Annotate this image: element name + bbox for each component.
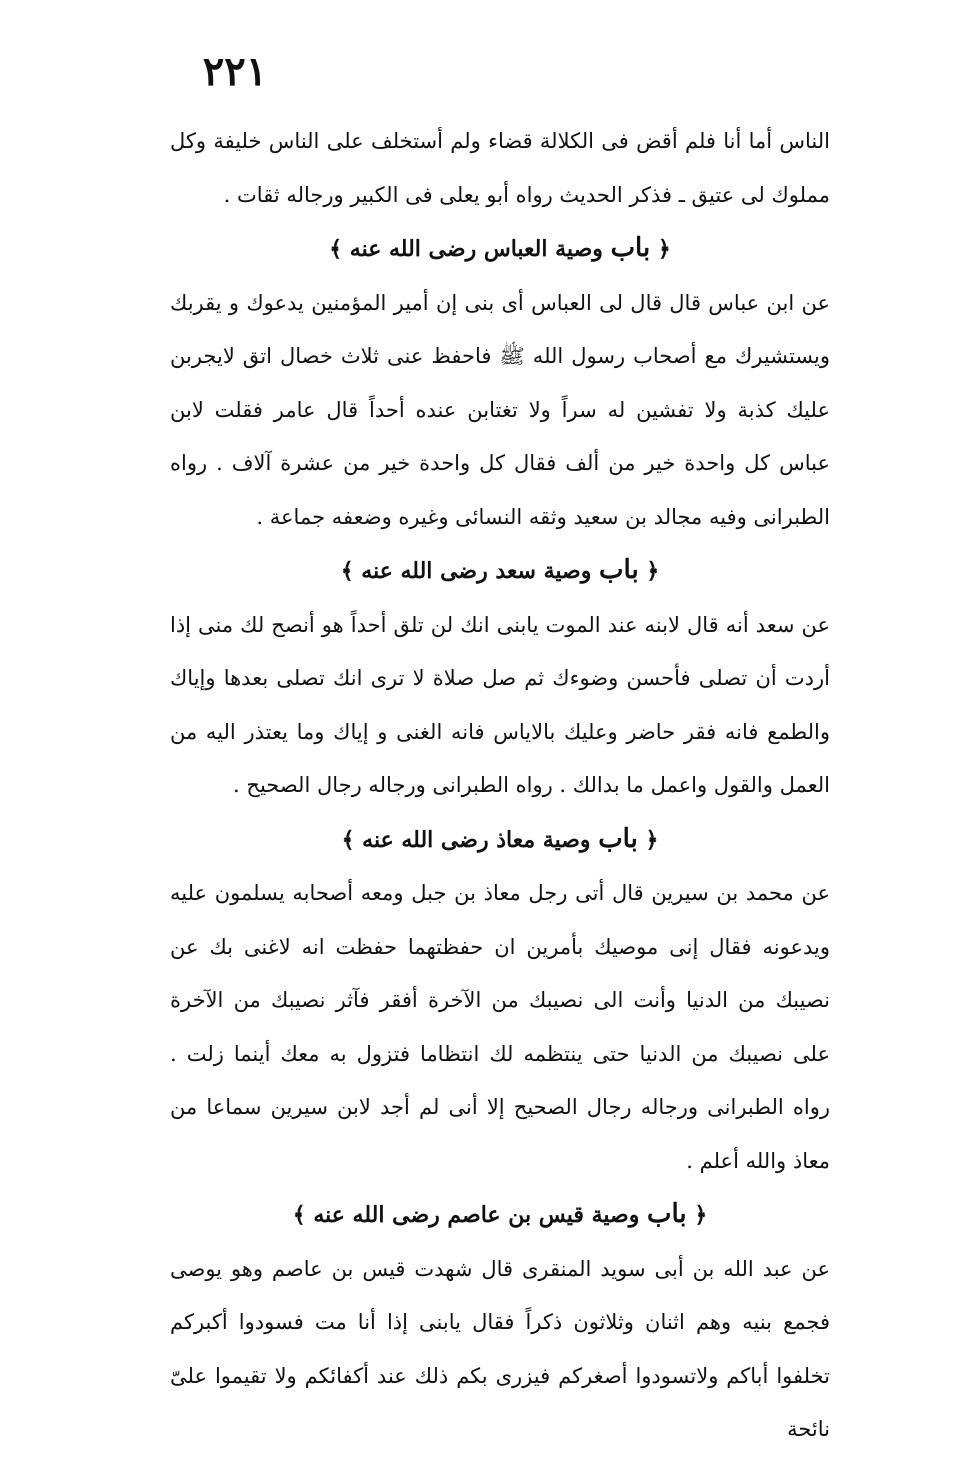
paragraph: عن ابن عباس قال قال لى العباس أى بنى إن أمير المؤمنين يدعوك و يقربك ويستشيرك مع أصحاب رسول الله ﷺ فاحفظ عنى ثلاث خصال اتق لايجربن عليك كذبة ولا تفشين له سراً ولا تغتابن عنده أحداً قال عامر فقلت لابن عباس كل واحدة خير من ألف فقال كل واحدة خير من عشرة آلاف . رواه الطبرانى وفيه مجالد بن سعيد وثقه النسائى وغيره وضعفه جماعة . (170, 290, 830, 529)
bab-label: باب (610, 233, 651, 263)
page-number: ٢٢١ (202, 48, 268, 95)
heading-title: وصية العباس رضى الله عنه (349, 236, 603, 262)
body-text (170, 115, 830, 1457)
heading-title: وصية سعد رضى الله عنه (361, 558, 592, 584)
close-bracket-ornament: ﴿ (657, 236, 671, 262)
bab-label: باب (599, 555, 639, 585)
chapter-heading-abbas (170, 222, 830, 277)
bab-label: باب (598, 823, 638, 854)
bab-label: باب (647, 1199, 687, 1229)
open-bracket-ornament: ﴾ (341, 826, 355, 853)
chapter-heading-muadh (170, 813, 830, 868)
chapter-heading-saad (170, 544, 830, 599)
close-bracket-ornament: ﴿ (694, 1202, 708, 1228)
heading-title: وصية معاذ رضى الله عنه (362, 826, 591, 853)
paragraph: عن محمد بن سيرين قال أتى رجل معاذ بن جبل ومعه أصحابه يسلمون عليه ويدعونه فقال إنى موصيك بأمرين ان حفظتهما حفظت انه لاغنى بك عن نصيبك من الدنيا وأنت الى نصيبك من الآخرة أفقر فآثر نصيبك من الآخرة على نصيبك من الدنيا حتى ينتظمه لك انتظاما فتزول به معك أينما زلت . رواه الطبرانى ورجاله رجال الصحيح إلا أنى لم أجد لابن سيرين سماعا من معاذ والله أعلم . (170, 881, 830, 1173)
paragraph: عن سعد أنه قال لابنه عند الموت يابنى انك لن تلق أحداً هو أنصح لك منى إذا أردت أن تصلى فأحسن وضوءك ثم صل صلاة لا ترى انك تصلى بعدها وإياك والطمع فانه فقر حاضر وعليك بالاياس فانه الغنى و إياك وما يعتذر اليه من العمل والقول واعمل ما بدالك . رواه الطبرانى ورجاله رجال الصحيح . (170, 612, 830, 797)
close-bracket-ornament: ﴿ (645, 826, 659, 853)
paragraph: الناس أما أنا فلم أقض فى الكلالة قضاء ولم أستخلف على الناس خليفة وكل مملوك لى عتيق ـ فذكر الحديث رواه أبو يعلى فى الكبير ورجاله ثقات . (170, 129, 830, 207)
open-bracket-ornament: ﴾ (292, 1202, 306, 1228)
chapter-heading-qays (170, 1188, 830, 1243)
open-bracket-ornament: ﴾ (329, 236, 343, 262)
paragraph: عن عبد الله بن أبى سويد المنقرى قال شهدت قيس بن عاصم وهو يوصى فجمع بنيه وهم اثنان وثلاثون ذكراً فقال يابنى إذا أنا مت فسودوا أكبركم تخلفوا أباكم ولاتسودوا أصغركم فيزرى بكم ذلك عند أكفائكم ولا تقيموا علىّ نائحة (170, 1256, 830, 1441)
open-bracket-ornament: ﴾ (340, 558, 354, 584)
heading-title: وصية قيس بن عاصم رضى الله عنه (313, 1202, 640, 1228)
close-bracket-ornament: ﴿ (646, 558, 660, 584)
